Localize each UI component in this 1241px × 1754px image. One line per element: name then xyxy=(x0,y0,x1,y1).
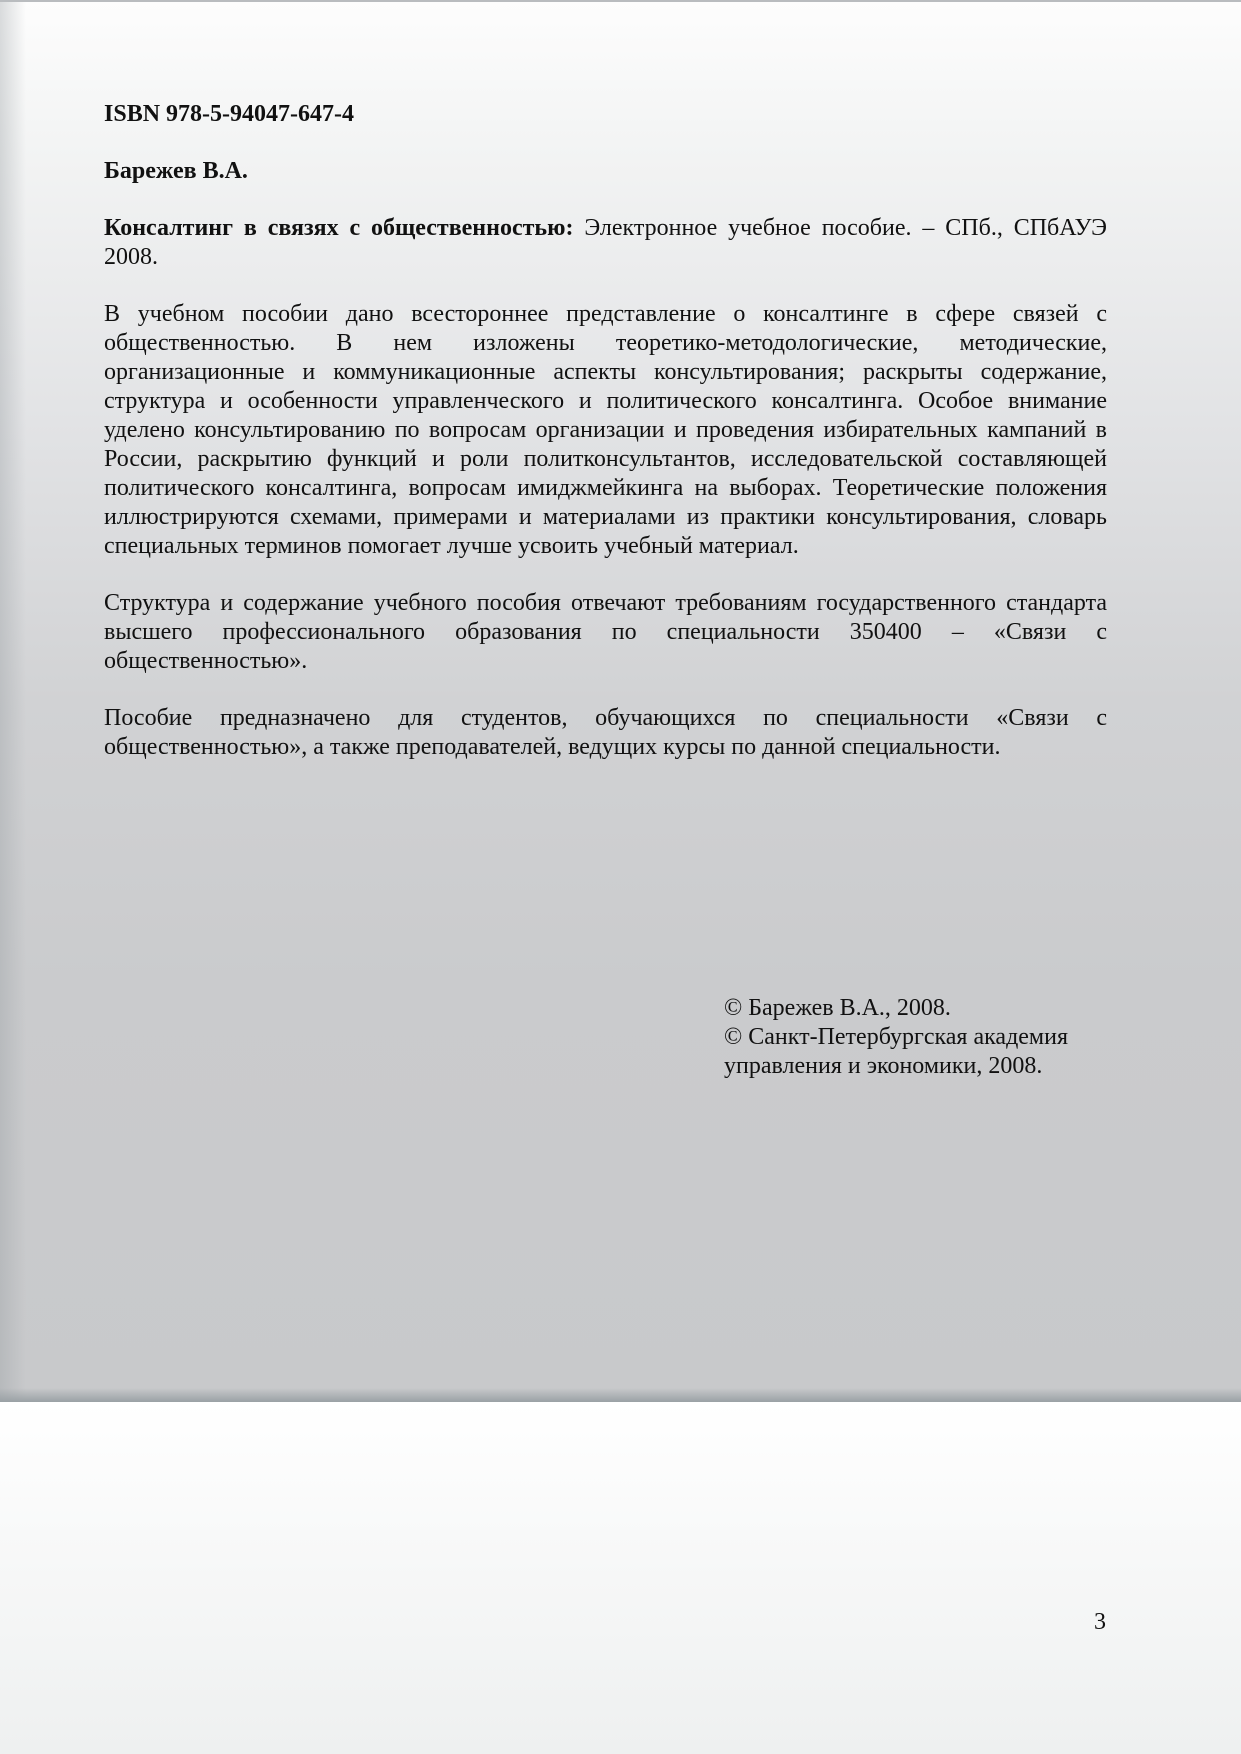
copyright-line-1: © Барежев В.А., 2008. xyxy=(724,995,951,1021)
author-name: Барежев В.А. xyxy=(104,158,248,184)
abstract-paragraph-2: Структура и содержание учебного пособия отвечают требованиям государственного стандарта высшего профессионального образования по специальности 350400 – «Связи с общественностью». xyxy=(104,590,1107,674)
citation-details: Электронное учебное пособие. – СПб., СПбАУЭ 2008. xyxy=(104,215,1108,270)
abstract-paragraph-1: В учебном пособии дано всестороннее представление о консалтинге в сфере связей с общественностью. В нем изложены теоретико-методологические, методические, организационные и коммуникационные аспекты консультирования; раскрыты содержание, структура и особенности управленческого и политического консалтинга. Особое внимание уделено консультированию по вопросам организации и проведения избирательных кампаний в России, раскрытию функций и роли политконсультантов, исследовательской составляющей политического консалтинга, вопросам имиджмейкинга на выборах. Теоретические положения иллюстрируются схемами, примерами и материалами из практики консультирования, словарь специальных терминов помогает лучше усвоить учебный материал. xyxy=(104,301,1107,559)
citation-title: Консалтинг в связях с общественностью: xyxy=(104,215,574,241)
citation-paragraph xyxy=(104,214,1107,272)
copyright-line-2: © Санкт-Петербургская академия xyxy=(724,1024,1069,1050)
copyright-line-3: управления и экономики, 2008. xyxy=(724,1053,1043,1079)
abstract-paragraph-3: Пособие предназначено для студентов, обучающихся по специальности «Связи с общественностью», а также преподавателей, ведущих курсы по данной специальности. xyxy=(104,705,1107,760)
copyright-block xyxy=(724,994,1068,1081)
isbn-line: ISBN 978-5-94047-647-4 xyxy=(104,101,354,127)
main-content xyxy=(104,100,1107,790)
page-number: 3 xyxy=(1094,1609,1106,1635)
lower-background-panel xyxy=(0,1402,1241,1754)
